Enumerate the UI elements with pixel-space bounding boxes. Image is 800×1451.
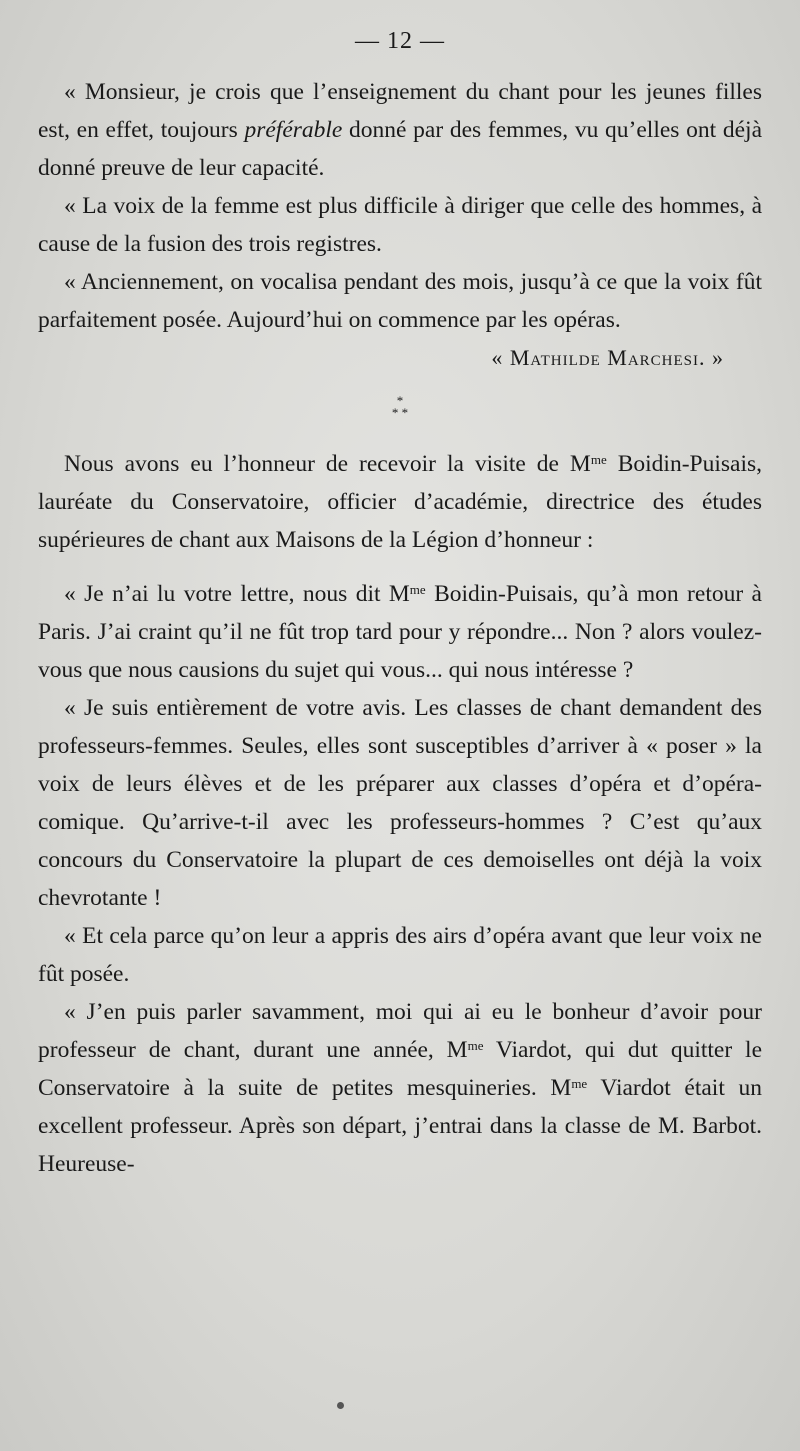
superscript: me: [590, 452, 607, 467]
paragraph: « Et cela parce qu’on leur a appris des airs d’opéra avant que leur voix ne fût posée.: [38, 923, 762, 987]
paragraph-text: « Monsieur, je crois que l’enseignement du chant pour les jeunes filles est, en effet, toujours: [38, 79, 762, 143]
paragraph-text: Viardot était un excellent professeur. Après son départ, j’entrai dans la classe de M. Barbot. Heureuse-: [38, 1075, 762, 1177]
paragraph: « La voix de la femme est plus difficile à diriger que celle des hommes, à cause de la fusion des trois registres.: [38, 193, 762, 257]
paragraph: « Anciennement, on vocalisa pendant des mois, jusqu’à ce que la voix fût parfaitement posée. Aujourd’hui on commence par les opéras.: [38, 269, 762, 333]
spacer: [38, 559, 762, 575]
emphasized-word: préférable: [244, 117, 343, 143]
paragraph-text: Nous avons eu l’honneur de recevoir la visite de M: [64, 451, 591, 477]
paragraph: [38, 993, 762, 1183]
paragraph: [38, 73, 762, 187]
paragraph: [38, 445, 762, 559]
paragraph: [38, 575, 762, 689]
superscript: me: [467, 1038, 484, 1053]
page-number: — 12 —: [355, 28, 445, 54]
signature: « Mathilde Marchesi. »: [491, 345, 724, 370]
superscript: me: [409, 582, 426, 597]
paragraph-text: Boidin-Puisais, lauréate du Conservatoire, officier d’académie, directrice des études supérieures de chant aux Maisons de la Légion d’honneur :: [38, 451, 762, 553]
paragraph-text: Boidin-Puisais, qu’à mon retour à Paris. J’ai craint qu’il ne fût trop tard pour y répondre... Non ? alors voulez-vous que nous causions du sujet qui vous... qui nous intéresse ?: [38, 581, 762, 683]
paragraph-text: « J’en puis parler savamment, moi qui ai eu le bonheur d’avoir pour professeur de chant, durant une année, M: [38, 999, 762, 1063]
asterism-divider: [38, 395, 762, 419]
asterism-bottom: * *: [391, 405, 409, 420]
paragraph: « Je suis entièrement de votre avis. Les classes de chant demandent des professeurs-femmes. Seules, elles sont susceptibles d’arriver à « poser » la voix de leurs élèves et de les préparer aux classes d’opéra et d’opéra-comique. Qu’arrive-t-il avec les professeurs-hommes ? C’est qu’aux concours du Conservatoire la plupart de ces demoiselles ont déjà la voix chevrotante !: [38, 695, 762, 911]
superscript: me: [571, 1076, 588, 1091]
ink-dot: [337, 1402, 344, 1409]
paragraph-text: donné par des femmes, vu qu’elles ont déjà donné preuve de leur capacité.: [38, 117, 762, 181]
paragraph-text: Viardot, qui dut quitter le Conservatoire à la suite de petites mesquineries. M: [38, 1037, 763, 1101]
asterism-top: *: [396, 393, 404, 408]
paragraph-text: « Je n’ai lu votre lettre, nous dit M: [64, 581, 410, 607]
